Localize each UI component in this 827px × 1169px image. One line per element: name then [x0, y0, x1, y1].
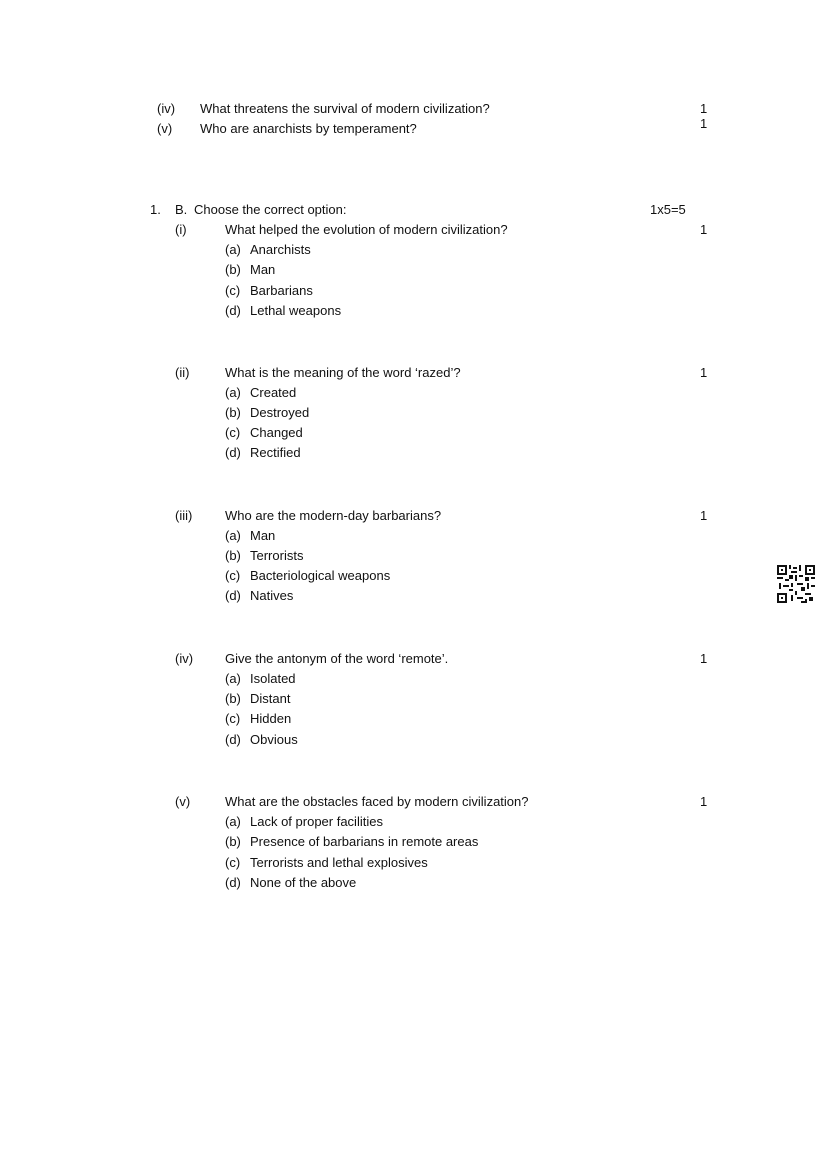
- mcq-number: (i): [175, 222, 187, 237]
- mcq-number: (ii): [175, 365, 190, 380]
- section-number: 1.: [150, 202, 161, 217]
- section-marks: 1x5=5: [650, 202, 686, 217]
- prev-question-marks: 1: [700, 101, 708, 116]
- option-text: Terrorists and lethal explosives: [250, 855, 428, 870]
- mcq-marks: 1: [700, 794, 708, 809]
- option-text: Anarchists: [250, 242, 311, 257]
- option-label: (a): [225, 814, 241, 829]
- mcq-marks: 1: [700, 222, 708, 237]
- prev-question-marks: 1: [700, 116, 708, 131]
- mcq-question: Give the antonym of the word ‘remote’.: [225, 651, 449, 666]
- option-text: Distant: [250, 691, 291, 706]
- section-instruction: Choose the correct option:: [194, 202, 347, 217]
- mcq-question: What is the meaning of the word ‘razed’?: [225, 365, 461, 380]
- option-text: Obvious: [250, 732, 298, 747]
- option-label: (b): [225, 834, 241, 849]
- option-label: (a): [225, 528, 241, 543]
- option-text: Terrorists: [250, 548, 304, 563]
- mcq-number: (v): [175, 794, 191, 809]
- option-text: Man: [250, 262, 276, 277]
- option-label: (b): [225, 405, 241, 420]
- option-text: Natives: [250, 588, 294, 603]
- option-text: Bacteriological weapons: [250, 568, 391, 583]
- option-text: Destroyed: [250, 405, 310, 420]
- option-label: (d): [225, 588, 241, 603]
- option-text: None of the above: [250, 875, 357, 890]
- section-letter: B.: [175, 202, 188, 217]
- option-text: Isolated: [250, 671, 296, 686]
- option-text: Presence of barbarians in remote areas: [250, 834, 479, 849]
- option-label: (d): [225, 445, 241, 460]
- option-label: (b): [225, 548, 241, 563]
- option-label: (d): [225, 732, 241, 747]
- prev-question-number: (v): [157, 121, 173, 136]
- prev-question-number: (iv): [157, 101, 176, 116]
- prev-question-text: Who are anarchists by temperament?: [200, 121, 417, 136]
- mcq-marks: 1: [700, 365, 708, 380]
- option-text: Man: [250, 528, 276, 543]
- option-text: Barbarians: [250, 283, 313, 298]
- option-label: (a): [225, 242, 241, 257]
- mcq-question: What helped the evolution of modern civilization?: [225, 222, 508, 237]
- option-label: (b): [225, 691, 241, 706]
- mcq-number: (iii): [175, 508, 193, 523]
- option-label: (c): [225, 568, 241, 583]
- option-label: (d): [225, 303, 241, 318]
- option-label: (c): [225, 711, 241, 726]
- mcq-question: What are the obstacles faced by modern civilization?: [225, 794, 529, 809]
- option-label: (c): [225, 425, 241, 440]
- option-label: (c): [225, 855, 241, 870]
- option-label: (a): [225, 385, 241, 400]
- option-text: Hidden: [250, 711, 292, 726]
- option-text: Created: [250, 385, 297, 400]
- option-text: Changed: [250, 425, 303, 440]
- option-label: (d): [225, 875, 241, 890]
- option-label: (a): [225, 671, 241, 686]
- mcq-number: (iv): [175, 651, 194, 666]
- prev-question-text: What threatens the survival of modern civilization?: [200, 101, 490, 116]
- option-text: Lethal weapons: [250, 303, 342, 318]
- mcq-question: Who are the modern-day barbarians?: [225, 508, 442, 523]
- mcq-marks: 1: [700, 508, 708, 523]
- mcq-marks: 1: [700, 651, 708, 666]
- option-text: Lack of proper facilities: [250, 814, 383, 829]
- option-label: (c): [225, 283, 241, 298]
- option-text: Rectified: [250, 445, 301, 460]
- option-label: (b): [225, 262, 241, 277]
- qr-code-icon: [777, 565, 815, 603]
